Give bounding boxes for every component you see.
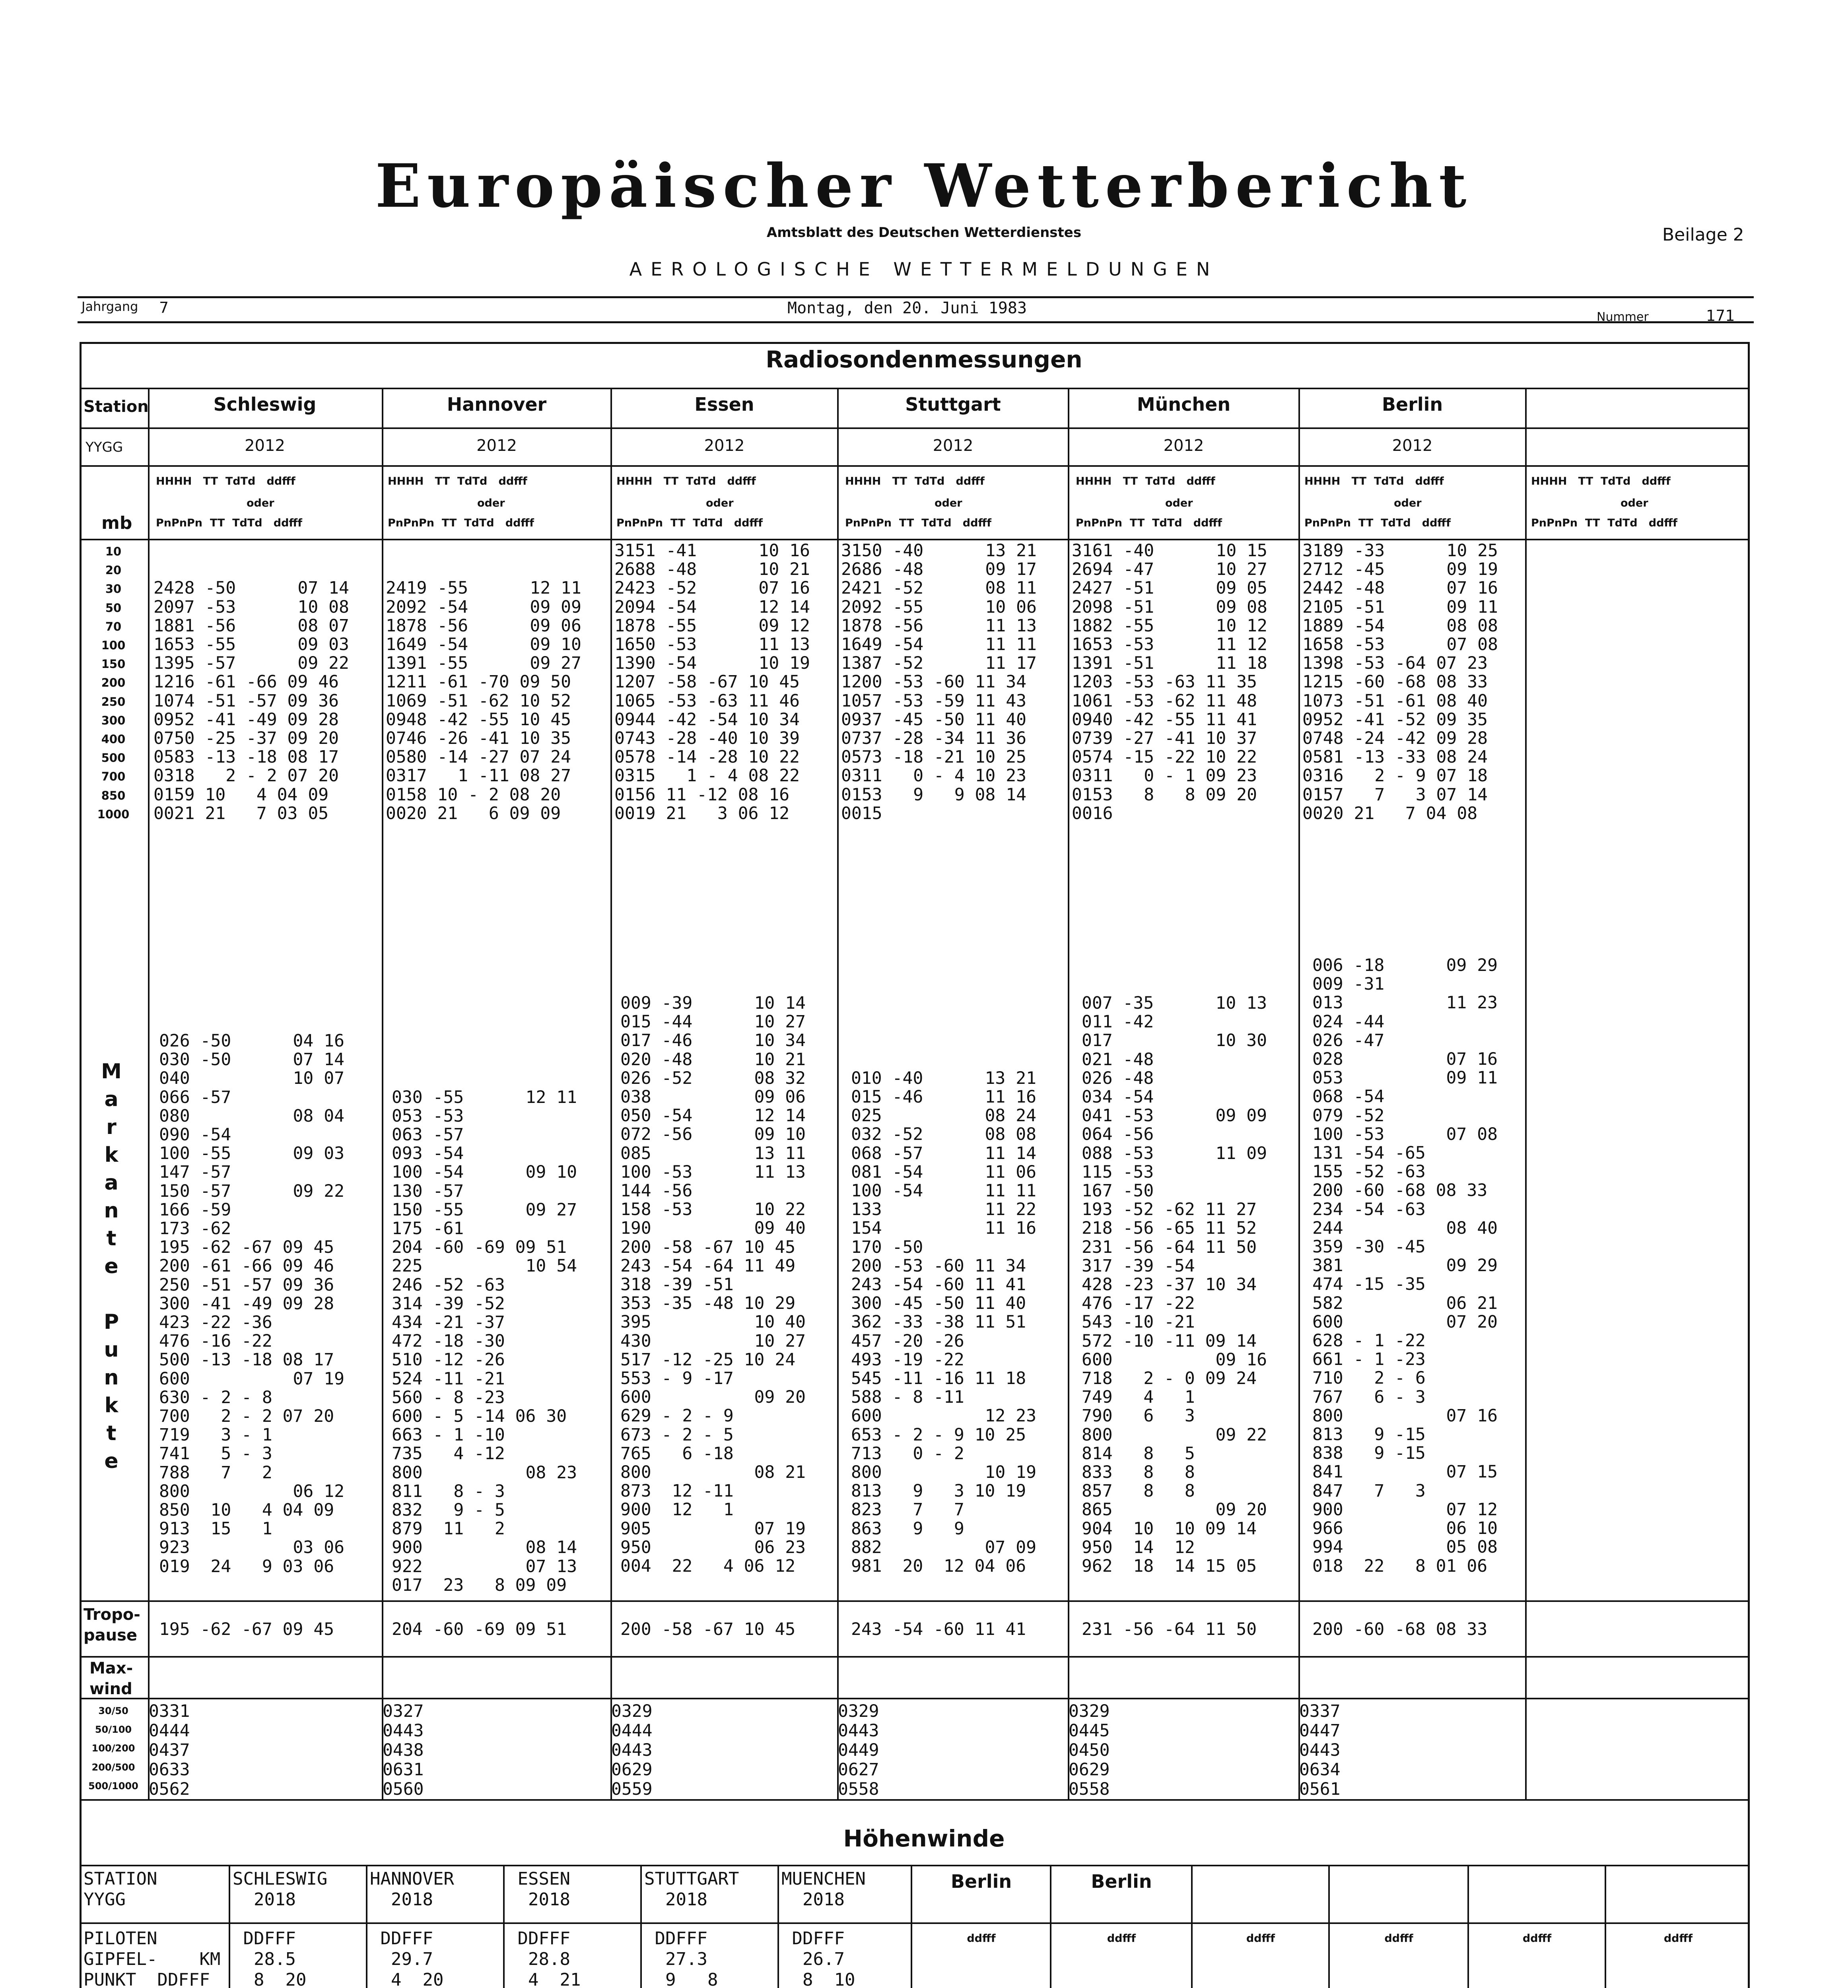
station-yygg: 2012 (704, 437, 745, 455)
tropopause-muenchen: 231 -56 -64 11 50 (1082, 1619, 1257, 1639)
page-subtitle-2: AEROLOGISCHE WETTERMELDUNGEN (629, 258, 1219, 280)
col-header-bot: PnPnPn TT TdTd ddfff (616, 517, 763, 529)
tropopause-berlin: 200 -60 -68 08 33 (1312, 1619, 1488, 1639)
significant-points-berlin: 006 -18 09 29 009 -31 013 11 23 024 -44 026 -47 028 07 16 053 09 11 068 -54 079 -52 100 -53 07 08 131 -54 -65 155 -52 -63 200 -60 -68 08 33 234 -54 -63 244 08 40 359 -30 -45 381 09 29 474 -15 -35 582 06 21 600 07 20 628 - 1 -22 661 - 1 -23 710 2 - 6 767 6 - 3 800 07 16 813 9 -15 838 9 -15 841 07 15 847 7 3 900 07 12 966 06 10 994 05 08 018 22 8 01 06 (1312, 955, 1498, 1576)
header-rule-bottom (78, 321, 1754, 323)
station-yygg: 2012 (933, 437, 974, 455)
standard-levels-essen: 3151 -41 10 16 2688 -48 10 21 2423 -52 07 16 2094 -54 12 14 1878 -55 09 12 1650 -53 11 13 1390 -54 10 19 1207 -58 -67 10 45 1065 -53 -63 11 46 0944 -42 -54 10 34 0743 -28 -40 10 39 0578 -14 -28 10 22 0315 1 - 4 08 22 0156 11 -12 08 16 0019 21 3 06 12 (614, 541, 810, 823)
hw-extra-col: ddfff (1384, 1932, 1413, 1945)
pressure-levels: 10 20 30 50 70 100 150 200 250 300 400 500 700 850 1000 (97, 545, 130, 821)
hw-station-pilot: DDFFF 26.7 8 10 (792, 1928, 855, 1988)
station-yygg: 2012 (476, 437, 517, 455)
hw-extra-col: ddfff (1522, 1932, 1552, 1945)
standard-levels-schleswig: 2428 -50 07 14 2097 -53 10 08 1881 -56 08 07 1653 -55 09 03 1395 -57 09 22 1216 -61 -66 09 46 1074 -51 -57 09 36 0952 -41 -49 09 28 0750 -25 -37 09 20 0583 -13 -18 08 17 0318 2 - 2 07 20 0159 10 4 04 09 0021 21 7 03 05 (154, 578, 349, 823)
significant-points-muenchen: 007 -35 10 13 011 -42 017 10 30 021 -48 026 -48 034 -54 041 -53 09 09 064 -56 088 -53 11 09 115 -53 167 -50 193 -52 -62 11 27 218 -56 -65 11 52 231 -56 -64 11 50 317 -39 -54 428 -23 -37 10 34 476 -17 -22 543 -10 -21 572 -10 -11 09 14 600 09 16 718 2 - 0 09 24 749 4 1 790 6 3 800 09 22 814 8 5 833 8 8 857 8 8 865 09 20 904 10 10 09 14 950 14 12 962 18 14 15 05 (1082, 993, 1267, 1576)
col-header-mid: oder (1621, 497, 1648, 509)
hw-extra-head: Berlin (950, 1871, 1012, 1892)
col-header-bot: PnPnPn TT TdTd ddfff (1076, 517, 1222, 529)
hw-station-pilot: DDFFF 28.8 4 21 (517, 1928, 581, 1988)
station-name: München (1137, 394, 1231, 415)
hw-station-pilot: DDFFF 28.5 8 20 (243, 1928, 307, 1988)
station-name: Berlin (1382, 394, 1443, 415)
station-yygg: 2012 (1163, 437, 1204, 455)
jahrgang-label: Jahrgang (82, 299, 138, 314)
col-header-bot: PnPnPn TT TdTd ddfff (156, 517, 303, 529)
significant-points-essen: 009 -39 10 14 015 -44 10 27 017 -46 10 34 020 -48 10 21 026 -52 08 32 038 09 06 050 -54 12 14 072 -56 09 10 085 13 11 100 -53 11 13 144 -56 158 -53 10 22 190 09 40 200 -58 -67 10 45 243 -54 -64 11 49 318 -39 -51 353 -35 -48 10 29 395 10 40 430 10 27 517 -12 -25 10 24 553 - 9 -17 600 09 20 629 - 2 - 9 673 - 2 - 5 765 6 -18 800 08 21 873 12 -11 900 12 1 905 07 19 950 06 23 004 22 4 06 12 (620, 993, 806, 1576)
maxwind-muenchen: 0329 0445 0450 0629 0558 (1069, 1701, 1110, 1799)
col-header-bot: PnPnPn TT TdTd ddfff (845, 517, 992, 529)
wind-layers: 30/50 50/100 100/200 200/500 500/1000 (88, 1705, 138, 1792)
issue-date: Montag, den 20. Juni 1983 (787, 299, 1027, 317)
col-header-top: HHHH TT TdTd ddfff (616, 475, 756, 487)
hw-station-head: MUENCHEN 2018 (781, 1869, 866, 1910)
hw-station-pilot: DDFFF 27.3 9 8 (655, 1928, 718, 1988)
page-subtitle: Amtsblatt des Deutschen Wetterdienstes (766, 225, 1082, 241)
header-rule-top (78, 296, 1754, 298)
col-header-top: HHHH TT TdTd ddfff (1531, 475, 1671, 487)
col-header-mid: oder (935, 497, 962, 509)
standard-levels-muenchen: 3161 -40 10 15 2694 -47 10 27 2427 -51 09 05 2098 -51 09 08 1882 -55 10 12 1653 -53 11 12 1391 -51 11 18 1203 -53 -63 11 35 1061 -53 -62 11 48 0940 -42 -55 11 41 0739 -27 -41 10 37 0574 -15 -22 10 22 0311 0 - 1 09 23 0153 8 8 09 20 0016 (1072, 541, 1267, 823)
hw-extra-head: Berlin (1091, 1871, 1152, 1892)
maxwind-schleswig: 0331 0444 0437 0633 0562 (149, 1701, 190, 1799)
maxwind-hannover: 0327 0443 0438 0631 0560 (383, 1701, 424, 1799)
maxwind-berlin: 0337 0447 0443 0634 0561 (1299, 1701, 1341, 1799)
hw-station-head: STUTTGART 2018 (644, 1869, 739, 1910)
col-header-mid: oder (477, 497, 505, 509)
maxwind-stuttgart: 0329 0443 0449 0627 0558 (838, 1701, 879, 1799)
significant-points-schleswig: 026 -50 04 16 030 -50 07 14 040 10 07 066 -57 080 08 04 090 -54 100 -55 09 03 147 -57 150 -57 09 22 166 -59 173 -62 195 -62 -67 09 45 200 -61 -66 09 46 250 -51 -57 09 36 300 -41 -49 09 28 423 -22 -36 476 -16 -22 500 -13 -18 08 17 600 07 19 630 - 2 - 8 700 2 - 2 07 20 719 3 - 1 741 5 - 3 788 7 2 800 06 12 850 10 4 04 09 913 15 1 923 03 06 019 24 9 03 06 (159, 1031, 344, 1576)
hw-pilot-label: PILOTEN GIPFEL- KM PUNKT DDFFF (84, 1928, 221, 1988)
hw-station-head: HANNOVER 2018 (370, 1869, 454, 1910)
page-title: Europäischer Wetterbericht (375, 151, 1473, 221)
hw-station-label: STATION YYGG (84, 1869, 157, 1910)
beilage-label: Beilage 2 (1662, 225, 1744, 245)
col-header-mid: oder (1165, 497, 1193, 509)
tropopause-stuttgart: 243 -54 -60 11 41 (851, 1619, 1026, 1639)
significant-points-stuttgart: 010 -40 13 21 015 -46 11 16 025 08 24 032 -52 08 08 068 -57 11 14 081 -54 11 06 100 -54 11 11 133 11 22 154 11 16 170 -50 200 -53 -60 11 34 243 -54 -60 11 41 300 -45 -50 11 40 362 -33 -38 11 51 457 -20 -26 493 -19 -22 545 -11 -16 11 18 588 - 8 -11 600 12 23 653 - 2 - 9 10 25 713 0 - 2 800 10 19 813 9 3 10 19 823 7 7 863 9 9 882 07 09 981 20 12 04 06 (851, 1068, 1036, 1576)
col-header-bot: PnPnPn TT TdTd ddfff (1304, 517, 1451, 529)
row-label-maxwind: Max- wind (89, 1659, 133, 1698)
col-header-mid: oder (706, 497, 734, 509)
col-header-bot: PnPnPn TT TdTd ddfff (388, 517, 534, 529)
markante-punkte-label: M a r k a n t e P u n k t e (101, 1060, 122, 1473)
tropopause-hannover: 204 -60 -69 09 51 (392, 1619, 567, 1639)
significant-points-hannover: 030 -55 12 11 053 -53 063 -57 093 -54 100 -54 09 10 130 -57 150 -55 09 27 175 -61 204 -60 -69 09 51 225 10 54 246 -52 -63 314 -39 -52 434 -21 -37 472 -18 -30 510 -12 -26 524 -11 -21 560 - 8 -23 600 - 5 -14 06 30 663 - 1 -10 735 4 -12 800 08 23 811 8 - 3 832 9 - 5 879 11 2 900 08 14 922 07 13 017 23 8 09 09 (392, 1087, 577, 1595)
station-yygg: 2012 (1392, 437, 1433, 455)
row-label-station: Station (84, 398, 149, 416)
station-name: Hannover (447, 394, 547, 415)
standard-levels-hannover: 2419 -55 12 11 2092 -54 09 09 1878 -56 09 06 1649 -54 09 10 1391 -55 09 27 1211 -61 -70 09 50 1069 -51 -62 10 52 0948 -42 -55 10 45 0746 -26 -41 10 35 0580 -14 -27 07 24 0317 1 -11 08 27 0158 10 - 2 08 20 0020 21 6 09 09 (386, 578, 581, 823)
jahrgang-value: 7 (159, 299, 169, 316)
hoehenwinde-heading: Höhenwinde (843, 1825, 1005, 1852)
row-label-tropopause: Tropo- pause (84, 1606, 140, 1644)
hw-extra-col: ddfff (967, 1932, 996, 1945)
standard-levels-berlin: 3189 -33 10 25 2712 -45 09 19 2442 -48 07 16 2105 -51 09 11 1889 -54 08 08 1658 -53 07 08 1398 -53 -64 07 23 1215 -60 -68 08 33 1073 -51 -61 08 40 0952 -41 -52 09 35 0748 -24 -42 09 28 0581 -13 -33 08 24 0316 2 - 9 07 18 0157 7 3 07 14 0020 21 7 04 08 (1302, 541, 1498, 823)
row-label-yygg: YYGG (86, 439, 123, 455)
col-header-top: HHHH TT TdTd ddfff (845, 475, 985, 487)
tropopause-essen: 200 -58 -67 10 45 (620, 1619, 796, 1639)
col-header-top: HHHH TT TdTd ddfff (388, 475, 527, 487)
col-header-top: HHHH TT TdTd ddfff (1076, 475, 1215, 487)
col-header-mid: oder (247, 497, 274, 509)
hw-station-head: ESSEN 2018 (517, 1869, 570, 1910)
radiosonde-heading: Radiosondenmessungen (766, 346, 1082, 373)
col-header-top: HHHH TT TdTd ddfff (156, 475, 295, 487)
col-header-top: HHHH TT TdTd ddfff (1304, 475, 1444, 487)
col-header-mid: oder (1394, 497, 1422, 509)
standard-levels-stuttgart: 3150 -40 13 21 2686 -48 09 17 2421 -52 08 11 2092 -55 10 06 1878 -56 11 13 1649 -54 11 11 1387 -52 11 17 1200 -53 -60 11 34 1057 -53 -59 11 43 0937 -45 -50 11 40 0737 -28 -34 11 36 0573 -18 -21 10 25 0311 0 - 4 10 23 0153 9 9 08 14 0015 (841, 541, 1037, 823)
hw-extra-col: ddfff (1663, 1932, 1693, 1945)
hw-station-pilot: DDFFF 29.7 4 20 (380, 1928, 444, 1988)
station-yygg: 2012 (245, 437, 285, 455)
nummer-label: Nummer (1597, 310, 1649, 324)
hw-extra-col: ddfff (1246, 1932, 1275, 1945)
hw-extra-col: ddfff (1107, 1932, 1136, 1945)
maxwind-essen: 0329 0444 0443 0629 0559 (611, 1701, 653, 1799)
nummer-value: 171 (1706, 307, 1735, 324)
tropopause-schleswig: 195 -62 -67 09 45 (159, 1619, 334, 1639)
station-name: Schleswig (213, 394, 317, 415)
col-header-bot: PnPnPn TT TdTd ddfff (1531, 517, 1678, 529)
station-name: Stuttgart (905, 394, 1001, 415)
hw-station-head: SCHLESWIG 2018 (233, 1869, 328, 1910)
station-name: Essen (694, 394, 754, 415)
row-label-mb: mb (101, 513, 132, 533)
